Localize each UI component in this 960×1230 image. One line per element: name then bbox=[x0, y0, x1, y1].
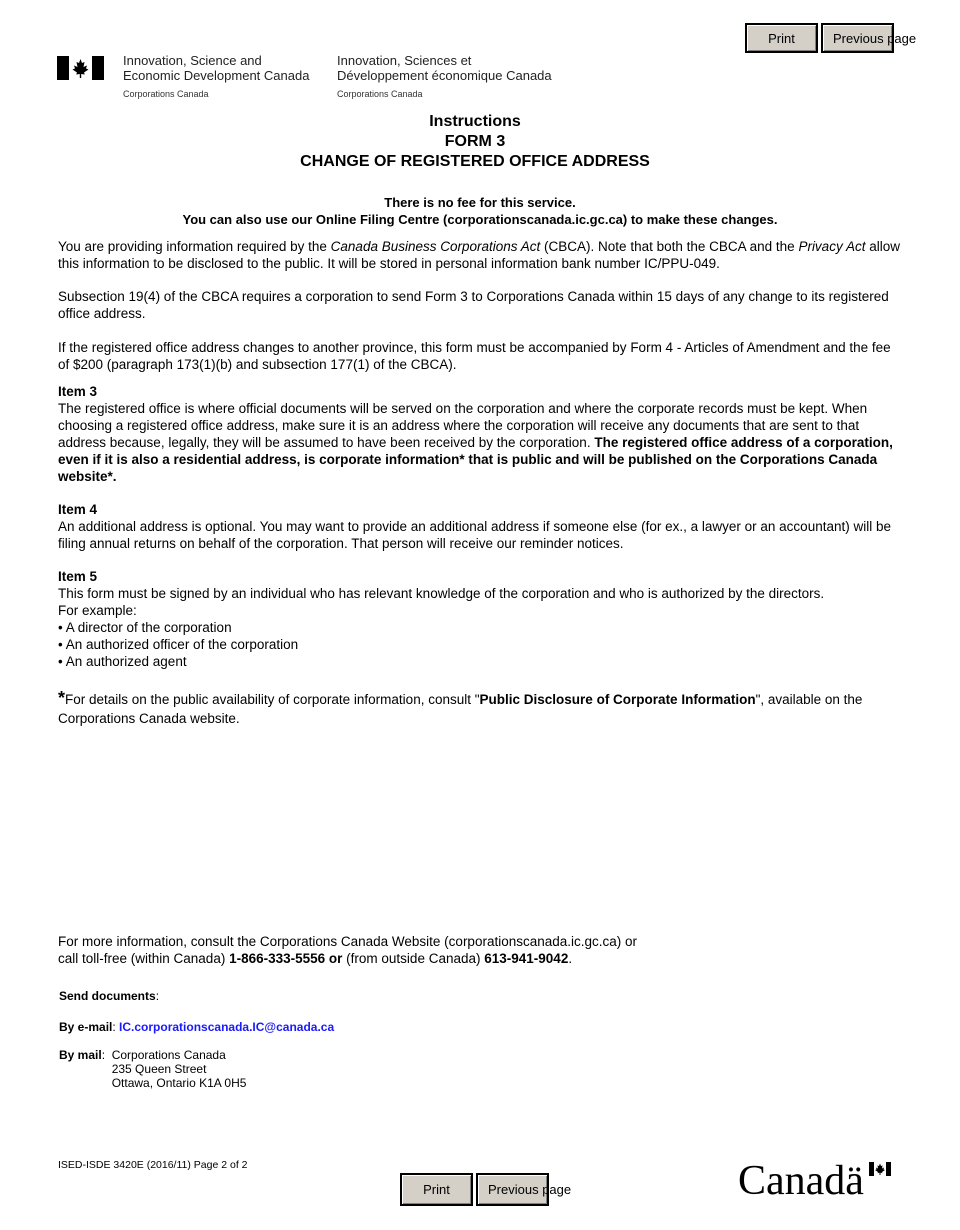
canada-flag-icon bbox=[57, 56, 104, 80]
privacy-act-name: Privacy Act bbox=[798, 239, 866, 254]
list-item: • An authorized agent bbox=[58, 654, 187, 669]
mail-address-line1: Corporations Canada bbox=[111, 1048, 226, 1062]
mail-colon: : bbox=[101, 1048, 106, 1062]
item-5-heading: Item 5 bbox=[58, 569, 98, 584]
contact-line2-a: call toll-free (within Canada) bbox=[58, 951, 230, 966]
item-3-bold-text: The registered office address of a corporation, even if it is also a residential address, is corporate information* that is public and will be published on the Corporations Canada website*. bbox=[58, 435, 893, 484]
item-3-text: The registered office is where official documents will be served on the corporation and where the corporate records must be kept. When choosing a registered office address, make sure it is an address where the corporation will receive any documents that are sent to that address because, legally, they will be assumed to have been received by the corporation. bbox=[58, 401, 868, 450]
department-name-en-line2: Economic Development Canada bbox=[123, 68, 310, 83]
footnote-publication-title: Public Disclosure of Corporate Information bbox=[479, 692, 756, 707]
item-5-section bbox=[58, 568, 900, 670]
outside-canada-phone: 613-941-9042 bbox=[484, 951, 569, 966]
print-button-top[interactable]: Print bbox=[745, 23, 818, 53]
mail-label: By mail bbox=[59, 1048, 102, 1062]
item-4-section bbox=[58, 501, 900, 552]
toll-free-phone: 1-866-333-5556 bbox=[229, 951, 326, 966]
privacy-text-a: You are providing information required by the bbox=[58, 239, 331, 254]
email-label: By e-mail bbox=[59, 1020, 113, 1034]
mail-row bbox=[59, 1048, 246, 1090]
previous-page-button-bottom[interactable]: Previous page bbox=[476, 1173, 549, 1206]
fee-notice bbox=[0, 194, 960, 228]
canada-wordmark-text: Canadä bbox=[738, 1158, 864, 1204]
contact-line2-b: (from outside Canada) bbox=[342, 951, 485, 966]
department-sub-en: Corporations Canada bbox=[123, 89, 209, 99]
contact-or: or bbox=[325, 951, 343, 966]
department-sub-fr: Corporations Canada bbox=[337, 89, 423, 99]
send-documents-heading bbox=[59, 989, 159, 1003]
item-5-for-example: For example: bbox=[58, 603, 137, 618]
form-identifier: ISED-ISDE 3420E (2016/11) Page 2 of 2 bbox=[58, 1159, 248, 1171]
fee-notice-line2: You can also use our Online Filing Centre (corporationscanada.ic.gc.ca) to make these changes. bbox=[182, 212, 778, 227]
contact-info bbox=[58, 933, 900, 967]
send-documents-label: Send documents bbox=[59, 989, 156, 1003]
department-name-en-line1: Innovation, Science and bbox=[123, 53, 262, 68]
footnote-text-a: For details on the public availability of corporate information, consult " bbox=[65, 692, 480, 707]
department-name-en bbox=[123, 53, 309, 102]
mail-address-line3: Ottawa, Ontario K1A 0H5 bbox=[111, 1076, 247, 1090]
title-form-name: CHANGE OF REGISTERED OFFICE ADDRESS bbox=[300, 153, 650, 170]
email-row bbox=[59, 1020, 334, 1034]
department-name-fr-line1: Innovation, Sciences et bbox=[337, 53, 472, 68]
wordmark-flag-icon bbox=[869, 1162, 891, 1176]
contact-line1: For more information, consult the Corporations Canada Website (corporationscanada.ic.gc.ca) or bbox=[58, 934, 638, 949]
privacy-paragraph bbox=[58, 238, 900, 272]
item-3-section bbox=[58, 383, 900, 485]
disclosure-footnote bbox=[58, 689, 900, 728]
previous-page-button-top[interactable]: Previous page bbox=[821, 23, 894, 53]
province-change-paragraph bbox=[58, 339, 900, 373]
contact-period: . bbox=[568, 951, 573, 966]
subsection-text: Subsection 19(4) of the CBCA requires a corporation to send Form 3 to Corporations Canada within 15 days of any change to its registered office address. bbox=[58, 289, 889, 321]
department-name-fr bbox=[337, 53, 552, 102]
cbca-act-name: Canada Business Corporations Act bbox=[330, 239, 541, 254]
canada-wordmark bbox=[738, 1158, 898, 1204]
send-documents-colon: : bbox=[155, 989, 160, 1003]
privacy-text-c: allow this information to be disclosed to the public. It will be stored in personal information bank number IC/PPU-049. bbox=[58, 239, 900, 271]
mailing-address bbox=[112, 1048, 247, 1090]
item-4-text: An additional address is optional. You may want to provide an additional address if someone else (for ex., a lawyer or an accountant) will be filing annual returns on behalf of the corporation. That person will receive our reminder notices. bbox=[58, 519, 891, 551]
list-item: • An authorized officer of the corporation bbox=[58, 637, 299, 652]
title-form-number: FORM 3 bbox=[444, 133, 506, 150]
privacy-text-b: (CBCA). Note that both the CBCA and the bbox=[540, 239, 799, 254]
page-title bbox=[0, 112, 950, 172]
province-change-text: If the registered office address changes to another province, this form must be accompanied by Form 4 - Articles of Amendment and the fee of $200 (paragraph 173(1)(b) and subsection 177(1) of the CBCA). bbox=[58, 340, 891, 372]
title-instructions: Instructions bbox=[429, 113, 521, 130]
department-name-fr-line2: Développement économique Canada bbox=[337, 68, 552, 83]
list-item: • A director of the corporation bbox=[58, 620, 232, 635]
item-4-heading: Item 4 bbox=[58, 502, 98, 517]
item-3-heading: Item 3 bbox=[58, 384, 98, 399]
authorized-signers-list bbox=[58, 619, 900, 670]
mail-address-line2: 235 Queen Street bbox=[111, 1062, 207, 1076]
item-5-text: This form must be signed by an individual who has relevant knowledge of the corporation and who is authorized by the directors. bbox=[58, 586, 825, 601]
footnote-text-b: ", available on the Corporations Canada website. bbox=[58, 692, 863, 726]
subsection-paragraph bbox=[58, 288, 900, 322]
print-button-bottom[interactable]: Print bbox=[400, 1173, 473, 1206]
fee-notice-line1: There is no fee for this service. bbox=[384, 195, 576, 210]
footnote-asterisk: * bbox=[58, 688, 66, 708]
email-colon: : bbox=[112, 1020, 116, 1034]
email-link[interactable]: IC.corporationscanada.IC@canada.ca bbox=[119, 1020, 335, 1034]
